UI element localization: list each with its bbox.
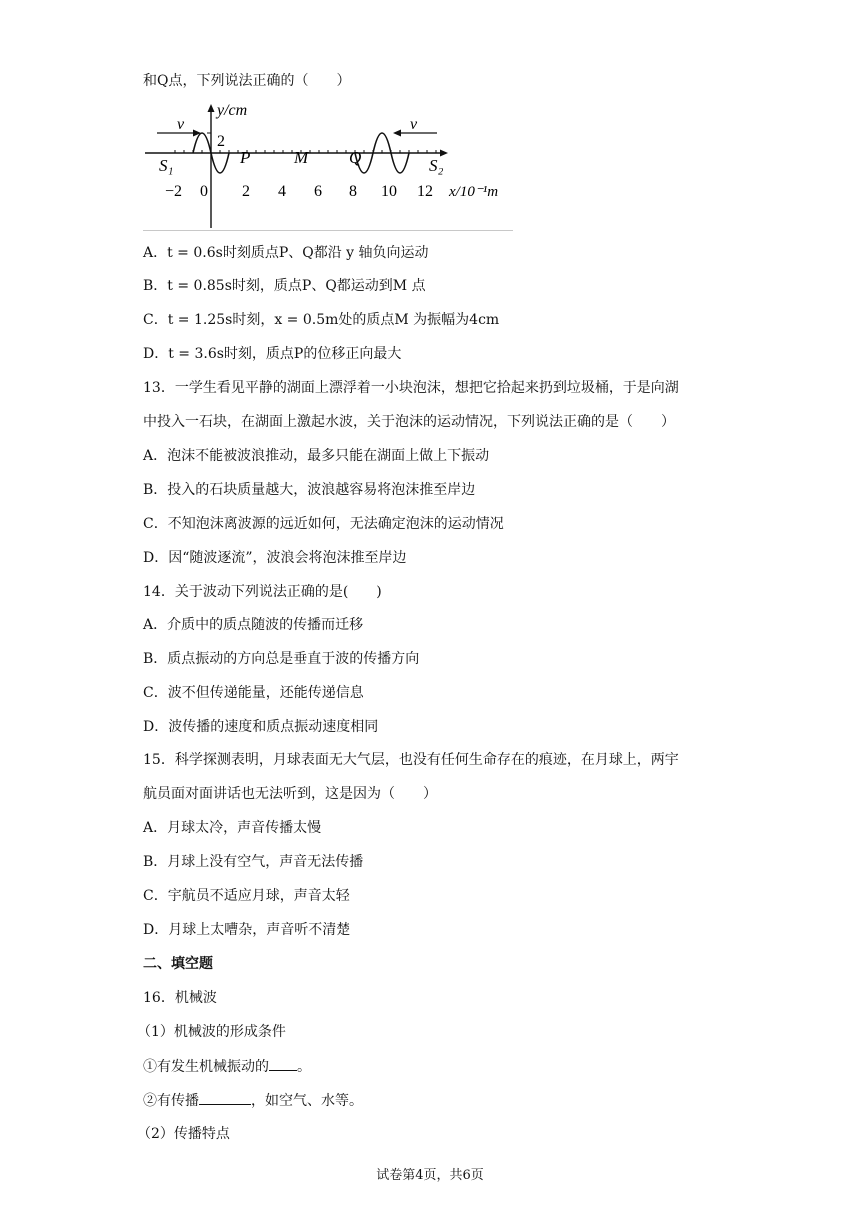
point-label-p: P [240, 148, 251, 167]
x-tick-label-4: 4 [278, 183, 286, 200]
q15-option-c: C．宇航员不适应月球，声音太轻 [143, 888, 350, 904]
x-tick-label-neg2: −2 [165, 183, 183, 200]
x-axis-label: x/10⁻¹m [449, 184, 499, 200]
q12-option-c: C．t = 1.25s时刻，x = 0.5m处的质点M 为振幅为4cm [143, 312, 500, 328]
q16-item2-text: ②有传播 [143, 1093, 199, 1109]
q14-stem: 14．关于波动下列说法正确的是( ) [143, 584, 382, 600]
point-label-s1: S₁ [159, 156, 174, 175]
q13-option-a: A．泡沫不能被波浪推动，最多只能在湖面上做上下振动 [143, 448, 490, 464]
y-axis-arrow [208, 104, 215, 112]
q12-intro: 和Q点，下列说法正确的（ ） [143, 73, 351, 89]
q15-option-b: B．月球上没有空气，声音无法传播 [143, 854, 364, 870]
q16-item1 [143, 1056, 311, 1077]
point-label-s2: S₂ [429, 156, 444, 175]
section-title-fill-in: 二、填空题 [143, 956, 213, 972]
x-tick-label-10: 10 [381, 183, 397, 200]
velocity-arrowhead-right [393, 130, 401, 137]
point-label-m: M [294, 148, 309, 167]
q13-option-c: C．不知泡沫离波源的远近如何，无法确定泡沫的运动情况 [143, 516, 504, 532]
y-tick-label-2: 2 [217, 133, 225, 150]
q12-option-a: A．t = 0.6s时刻质点P、Q都沿 y 轴负向运动 [143, 245, 429, 261]
q15-stem-line2: 航员面对面讲话也无法听到，这是因为（ ） [143, 786, 437, 802]
q13-option-b: B．投入的石块质量越大，波浪越容易将泡沫推至岸边 [143, 482, 476, 498]
q16-item1-text: ①有发生机械振动的 [143, 1059, 269, 1075]
q12-option-b: B．t = 0.85s时刻，质点P、Q都运动到M 点 [143, 278, 426, 294]
q16-blank-1[interactable] [269, 1056, 297, 1071]
q16-item1-end: 。 [297, 1059, 311, 1075]
velocity-label-left: v [177, 116, 185, 133]
x-tick-label-8: 8 [349, 183, 357, 200]
q16-sub1: （1）机械波的形成条件 [137, 1024, 286, 1040]
page-footer: 试卷第4页，共6页 [376, 1168, 484, 1183]
q16-title: 16．机械波 [143, 990, 217, 1006]
q15-option-a: A．月球太冷，声音传播太慢 [143, 820, 322, 836]
y-axis-label: y/cm [217, 102, 248, 119]
q16-item2 [143, 1090, 363, 1111]
q13-stem-line1: 13．一学生看见平静的湖面上漂浮着一小块泡沫，想把它拾起来扔到垃圾桶，于是向湖 [143, 380, 679, 396]
x-tick-label-12: 12 [417, 183, 433, 200]
velocity-label-right: v [410, 116, 418, 133]
point-label-q: Q [349, 148, 362, 167]
q12-option-d: D．t = 3.6s时刻，质点P的位移正向最大 [143, 346, 402, 362]
q15-stem-line1: 15．科学探测表明，月球表面无大气层，也没有任何生命存在的痕迹，在月球上，两宇 [143, 752, 679, 768]
q13-stem-line2: 中投入一石块，在湖面上激起水波，关于泡沫的运动情况，下列说法正确的是（ ） [143, 414, 675, 430]
q14-option-c: C．波不但传递能量，还能传递信息 [143, 685, 364, 701]
q15-option-d: D．月球上太嘈杂，声音听不清楚 [143, 922, 351, 938]
q14-option-a: A．介质中的质点随波的传播而迁移 [143, 617, 364, 633]
x-tick-label-6: 6 [314, 183, 322, 200]
q13-option-d: D．因“随波逐流”，波浪会将泡沫推至岸边 [143, 550, 407, 566]
x-tick-label-0: 0 [200, 183, 208, 200]
x-tick-label-2: 2 [242, 183, 250, 200]
q14-option-b: B．质点振动的方向总是垂直于波的传播方向 [143, 651, 420, 667]
velocity-arrowhead-left [193, 130, 201, 137]
q14-option-d: D．波传播的速度和质点振动速度相同 [143, 719, 379, 735]
q16-blank-2[interactable] [199, 1090, 251, 1105]
q16-item2-end: ，如空气、水等。 [251, 1093, 363, 1109]
figure-divider [143, 230, 513, 231]
q16-sub2: （2）传播特点 [137, 1126, 230, 1142]
wave-figure [143, 100, 523, 230]
